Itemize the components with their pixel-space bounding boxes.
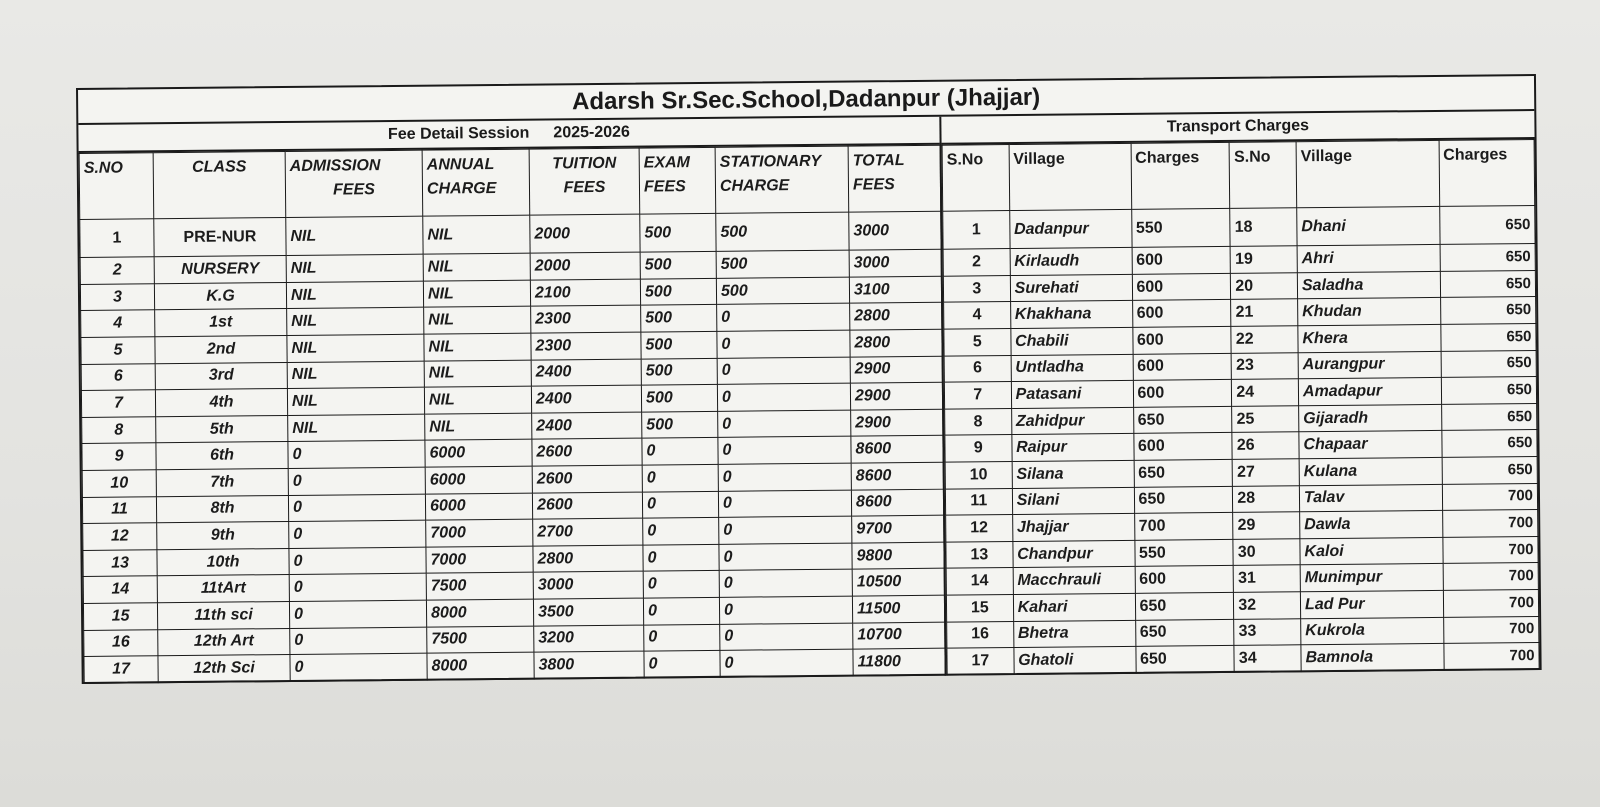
transport-cell: 600 (1133, 433, 1232, 461)
transport-cell: Munimpur (1300, 564, 1443, 592)
fee-cell: 0 (643, 544, 719, 571)
fee-cell: 0 (289, 600, 426, 628)
fee-cell: 2600 (532, 465, 642, 493)
transport-cell: Khudan (1298, 298, 1441, 326)
fee-cell: 9700 (852, 515, 944, 542)
fee-cell: 500 (641, 305, 717, 332)
fee-cell: 2600 (532, 492, 642, 520)
transport-cell: 25 (1232, 406, 1299, 433)
transport-cell: 31 (1233, 565, 1300, 592)
fee-cell: 5th (156, 415, 288, 443)
fee-cell: 3000 (533, 571, 643, 599)
fee-cell: NIL (287, 361, 424, 389)
fee-cell: 0 (289, 520, 426, 548)
transport-cell: 9 (945, 435, 1012, 462)
transport-cell: Bamnola (1301, 644, 1444, 672)
transport-cell: Raipur (1012, 434, 1134, 462)
transport-cell: Bhetra (1013, 620, 1135, 648)
transport-cell: 650 (1440, 324, 1536, 352)
fee-cell: 2700 (533, 518, 643, 546)
fee-col-header-line: TOTAL (852, 152, 905, 170)
school-title: Adarsh Sr.Sec.School,Dadanpur (Jhajjar) (78, 76, 1534, 125)
fee-cell: NIL (286, 254, 423, 282)
fee-header-row (79, 145, 941, 219)
transport-cell: 28 (1233, 485, 1300, 512)
fee-cell: 2900 (851, 409, 943, 436)
fee-cell: 2000 (530, 252, 640, 280)
fee-cell: 6000 (425, 466, 532, 494)
fee-cell: 0 (719, 543, 852, 571)
transport-cell: Ahri (1297, 245, 1440, 273)
transport-cell: 650 (1133, 406, 1232, 434)
fee-col-header-line: FEES (333, 181, 375, 199)
fee-cell: 500 (641, 331, 717, 358)
fee-cell: 6000 (425, 493, 532, 521)
fee-cell: 2300 (531, 306, 641, 334)
transport-col-header: Charges (1439, 140, 1535, 207)
fee-cell: 3rd (155, 362, 287, 390)
fee-cell: 2400 (531, 359, 641, 387)
transport-cell: 600 (1132, 273, 1231, 301)
fee-cell: 5 (81, 337, 155, 364)
fee-cell: 3 (80, 284, 154, 311)
transport-cell: 16 (947, 621, 1014, 648)
transport-cell: 650 (1440, 297, 1536, 325)
transport-cell: 550 (1131, 208, 1230, 247)
transport-cell: Kaloi (1300, 537, 1443, 565)
fee-cell: 500 (641, 358, 717, 385)
fee-cell: 0 (642, 491, 718, 518)
transport-cell: Silani (1012, 487, 1134, 515)
fee-cell: 12 (83, 523, 157, 550)
transport-col-header: Village (1009, 143, 1131, 210)
transport-cell: 22 (1231, 326, 1298, 353)
transport-cell: 8 (945, 408, 1012, 435)
fee-cell: 4th (155, 389, 287, 417)
transport-cell: 34 (1234, 645, 1301, 672)
transport-cell: 2 (943, 249, 1010, 276)
fee-cell: 10th (157, 548, 289, 576)
transport-cell: 600 (1133, 353, 1232, 381)
fee-cell: NIL (287, 387, 424, 415)
fee-cell: NIL (287, 334, 424, 362)
fee-cell: 15 (83, 603, 157, 630)
fee-cell: 0 (288, 467, 425, 495)
fee-cell: 2400 (532, 412, 642, 440)
fee-cell: 0 (718, 463, 851, 491)
fee-cell: 2000 (530, 214, 640, 253)
transport-cell: 4 (944, 302, 1011, 329)
fee-cell: 500 (640, 278, 716, 305)
fee-col-header-line: ANNUAL (426, 155, 495, 174)
fee-cell: 7th (156, 469, 288, 497)
fee-col-header (639, 147, 716, 214)
fee-cell: 6000 (425, 440, 532, 468)
fee-cell: NIL (423, 215, 530, 254)
fee-col-header-line: EXAM (643, 154, 691, 172)
fee-cell: 0 (644, 651, 720, 679)
transport-cell: 19 (1230, 246, 1297, 273)
transport-header-row (942, 140, 1535, 212)
fee-col-header-line: TUITION (552, 154, 617, 173)
transport-cell: 650 (1441, 377, 1537, 405)
fee-cell: 14 (83, 576, 157, 603)
transport-cell: 650 (1134, 459, 1233, 487)
transport-cell: Dhani (1297, 206, 1440, 246)
fee-cell: 500 (716, 277, 849, 305)
fee-cell: 500 (716, 250, 849, 278)
fee-cell: 8600 (851, 436, 943, 463)
transport-cell: Silana (1012, 460, 1134, 488)
transport-cell: Saladha (1297, 271, 1440, 299)
fee-section (78, 117, 946, 684)
fee-cell: 3500 (533, 598, 643, 626)
fee-cell: 0 (718, 437, 851, 465)
transport-cell: 33 (1234, 618, 1301, 645)
fee-cell: 0 (719, 569, 852, 597)
fee-session-year: 2025-2026 (553, 123, 630, 142)
fee-cell: 0 (642, 464, 718, 491)
fee-col-header (422, 149, 530, 216)
transport-cell: Khakhana (1010, 301, 1132, 329)
transport-cell: 650 (1441, 350, 1537, 378)
fee-col-header (529, 148, 640, 215)
fee-cell: 2100 (530, 279, 640, 307)
fee-cell: 3200 (534, 625, 644, 653)
fee-cell: K.G (154, 282, 286, 310)
fee-cell: NIL (424, 333, 531, 361)
fee-col-header-line: CHARGE (426, 179, 497, 198)
transport-cell: Macchrauli (1013, 567, 1135, 595)
fee-cell: 0 (288, 441, 425, 469)
transport-header: Transport Charges (941, 111, 1534, 145)
fee-cell: 2nd (155, 336, 287, 364)
transport-cell: 650 (1439, 206, 1535, 245)
transport-cell: 26 (1232, 432, 1299, 459)
tables-wrap (78, 111, 1539, 684)
fee-cell: 6 (81, 363, 155, 390)
transport-cell: 650 (1441, 430, 1537, 458)
fee-cell: 2400 (531, 385, 641, 413)
fee-cell: 0 (720, 623, 853, 651)
transport-cell: Kukrola (1301, 617, 1444, 645)
fee-cell: 7 (81, 390, 155, 417)
fee-cell: 1st (155, 309, 287, 337)
transport-cell: Talav (1299, 484, 1442, 512)
transport-cell: 13 (946, 541, 1013, 568)
fee-cell: 2600 (532, 439, 642, 467)
transport-cell: 700 (1443, 616, 1539, 644)
fee-cell: 2 (80, 257, 154, 284)
fee-cell: 0 (642, 438, 718, 465)
transport-cell: 7 (944, 382, 1011, 409)
fee-cell: 2300 (531, 332, 641, 360)
fee-col-header-line: CLASS (192, 158, 247, 176)
fee-cell: 0 (719, 516, 852, 544)
transport-cell: 18 (1230, 208, 1297, 247)
fee-cell: 2900 (850, 356, 942, 383)
transport-cell: 12 (946, 515, 1013, 542)
fee-cell: 2900 (850, 382, 942, 409)
fee-cell: 8600 (851, 489, 943, 516)
transport-cell: Gijaradh (1299, 404, 1442, 432)
fee-cell: 0 (288, 494, 425, 522)
fee-cell: 2800 (850, 329, 942, 356)
transport-cell: Kahari (1013, 593, 1135, 621)
fee-cell: NIL (288, 414, 425, 442)
fee-cell: 500 (642, 411, 718, 438)
fee-col-header (285, 150, 423, 217)
transport-cell: 700 (1134, 513, 1233, 541)
fee-table-body (80, 211, 945, 683)
transport-cell: 23 (1231, 352, 1298, 379)
fee-cell: 3100 (849, 276, 941, 303)
transport-cell: Jhajjar (1012, 514, 1134, 542)
fee-cell: 500 (641, 385, 717, 412)
fee-cell: 500 (640, 213, 716, 252)
fee-cell: 8000 (427, 652, 534, 680)
transport-table-row (947, 643, 1539, 675)
fee-cell: 16 (84, 629, 158, 656)
transport-cell: Dadanpur (1009, 209, 1131, 248)
transport-cell: Chandpur (1013, 540, 1135, 568)
fee-cell: 9800 (852, 542, 944, 569)
fee-cell: 500 (716, 212, 849, 252)
fee-cell: 4 (81, 310, 155, 337)
fee-cell: 10700 (853, 622, 945, 649)
transport-cell: 700 (1443, 643, 1539, 671)
fee-cell: NIL (286, 281, 423, 309)
fee-col-header-line: FEES (852, 176, 895, 194)
fee-cell: 0 (643, 571, 719, 598)
fee-cell: 9 (82, 443, 156, 470)
transport-cell: 700 (1443, 563, 1539, 591)
fee-cell: 7000 (426, 546, 533, 574)
fee-cell: 8th (156, 495, 288, 523)
fee-cell: 3000 (849, 211, 941, 250)
fee-cell: NIL (423, 253, 530, 281)
transport-cell: 20 (1231, 273, 1298, 300)
fee-cell: 11 (82, 496, 156, 523)
transport-cell: Khera (1298, 324, 1441, 352)
fee-cell: NIL (424, 307, 531, 335)
transport-cell: 650 (1135, 592, 1234, 620)
fee-cell: 8 (82, 417, 156, 444)
transport-cell: Kirlaudh (1010, 248, 1132, 276)
fee-cell: 3800 (534, 651, 644, 679)
transport-col-header: S.No (1229, 142, 1296, 209)
transport-cell: 600 (1132, 327, 1231, 355)
fee-cell: NURSERY (154, 256, 286, 284)
fee-cell: 2800 (533, 545, 643, 573)
transport-cell: 1 (943, 211, 1010, 250)
fee-sheet (76, 74, 1542, 684)
transport-cell: 6 (944, 355, 1011, 382)
transport-cell: Zahidpur (1011, 407, 1133, 435)
fee-cell: 0 (717, 304, 850, 332)
transport-cell: 3 (943, 275, 1010, 302)
fee-cell: NIL (424, 386, 531, 414)
transport-cell: 32 (1234, 592, 1301, 619)
transport-col-header: Charges (1131, 142, 1230, 209)
transport-cell: Kulana (1299, 457, 1442, 485)
fee-table (79, 145, 946, 684)
transport-cell: Surehati (1010, 274, 1132, 302)
transport-cell: 650 (1441, 403, 1537, 431)
transport-cell: 700 (1442, 536, 1538, 564)
transport-cell: 650 (1440, 244, 1536, 272)
fee-cell: 0 (289, 547, 426, 575)
fee-cell: 0 (643, 597, 719, 624)
fee-col-header-line: STATIONARY (719, 152, 822, 171)
transport-cell: 5 (944, 329, 1011, 356)
fee-cell: 11th sci (157, 601, 289, 629)
fee-cell: 17 (84, 656, 158, 684)
transport-cell: 600 (1133, 380, 1232, 408)
transport-cell: 550 (1134, 539, 1233, 567)
fee-cell: 0 (290, 627, 427, 655)
fee-col-header (79, 153, 154, 220)
fee-cell: 7500 (426, 573, 533, 601)
fee-cell: 500 (640, 252, 716, 279)
fee-col-header (848, 145, 941, 212)
fee-cell: 0 (644, 624, 720, 651)
transport-table (942, 139, 1540, 676)
transport-section (941, 111, 1539, 676)
fee-cell: NIL (423, 280, 530, 308)
fee-cell: NIL (424, 360, 531, 388)
transport-cell: 11 (945, 488, 1012, 515)
fee-cell: NIL (287, 308, 424, 336)
transport-cell: 650 (1134, 486, 1233, 514)
transport-cell: 17 (947, 648, 1014, 675)
fee-cell: 0 (717, 383, 850, 411)
fee-cell: 0 (719, 596, 852, 624)
transport-cell: Aurangpur (1298, 351, 1441, 379)
fee-cell: 0 (718, 410, 851, 438)
fee-cell: 0 (717, 330, 850, 358)
fee-cell: 11800 (853, 648, 945, 676)
transport-cell: 30 (1233, 539, 1300, 566)
fee-cell: 0 (720, 649, 853, 677)
transport-col-header: S.No (942, 145, 1009, 212)
transport-cell: 650 (1442, 457, 1538, 485)
transport-cell: 600 (1135, 566, 1234, 594)
transport-cell: 700 (1443, 590, 1539, 618)
fee-col-header-line: ADMISSION (289, 157, 381, 175)
transport-cell: 600 (1132, 247, 1231, 275)
fee-cell: NIL (286, 216, 423, 256)
transport-cell: 15 (946, 595, 1013, 622)
fee-cell: 12th Art (158, 628, 290, 656)
transport-table-body (943, 206, 1539, 676)
transport-cell: Dawla (1300, 511, 1443, 539)
fee-cell: 12th Sci (158, 655, 290, 683)
transport-cell: Chabili (1011, 327, 1133, 355)
fee-cell: 9th (157, 522, 289, 550)
fee-cell: 11500 (852, 595, 944, 622)
fee-cell: 0 (643, 518, 719, 545)
transport-cell: 14 (946, 568, 1013, 595)
fee-cell: 6th (156, 442, 288, 470)
transport-cell: 650 (1440, 270, 1536, 298)
fee-cell: 0 (290, 653, 427, 681)
fee-cell: 7000 (426, 519, 533, 547)
fee-cell: 2800 (850, 303, 942, 330)
transport-cell: 700 (1442, 483, 1538, 511)
transport-cell: Untladha (1011, 354, 1133, 382)
transport-cell: 10 (945, 462, 1012, 489)
transport-cell: Amadapur (1298, 378, 1441, 406)
transport-cell: 29 (1233, 512, 1300, 539)
fee-cell: 13 (83, 550, 157, 577)
fee-col-header (715, 146, 849, 213)
transport-cell: Lad Pur (1300, 590, 1443, 618)
transport-col-header: Village (1296, 140, 1439, 207)
transport-cell: 21 (1231, 299, 1298, 326)
fee-cell: PRE-NUR (154, 217, 286, 257)
fee-col-header (153, 151, 286, 218)
transport-cell: Chapaar (1299, 431, 1442, 459)
fee-cell: 10 (82, 470, 156, 497)
fee-cell: 7500 (427, 626, 534, 654)
transport-cell: Patasani (1011, 381, 1133, 409)
fee-cell: 8000 (426, 599, 533, 627)
fee-cell: 8600 (851, 462, 943, 489)
fee-cell: 0 (717, 357, 850, 385)
transport-cell: 600 (1132, 300, 1231, 328)
transport-cell: 650 (1135, 646, 1234, 674)
fee-col-header-line: FEES (563, 178, 606, 197)
fee-cell: 3000 (849, 250, 941, 277)
transport-cell: 700 (1442, 510, 1538, 538)
fee-col-header-line: FEES (643, 178, 686, 196)
fee-cell: 10500 (852, 569, 944, 596)
fee-session-label: Fee Detail Session (387, 124, 530, 144)
fee-col-header-line: CHARGE (719, 177, 790, 195)
fee-cell: 1 (80, 219, 154, 258)
transport-cell: Ghatoli (1014, 647, 1136, 675)
fee-col-header-line: S.NO (83, 159, 123, 177)
transport-cell: 27 (1232, 459, 1299, 486)
transport-table-row (943, 206, 1535, 250)
fee-cell: 0 (718, 490, 851, 518)
fee-cell: 11tArt (157, 575, 289, 603)
transport-cell: 650 (1135, 619, 1234, 647)
fee-cell: NIL (425, 413, 532, 441)
fee-cell: 0 (289, 574, 426, 602)
transport-cell: 24 (1232, 379, 1299, 406)
